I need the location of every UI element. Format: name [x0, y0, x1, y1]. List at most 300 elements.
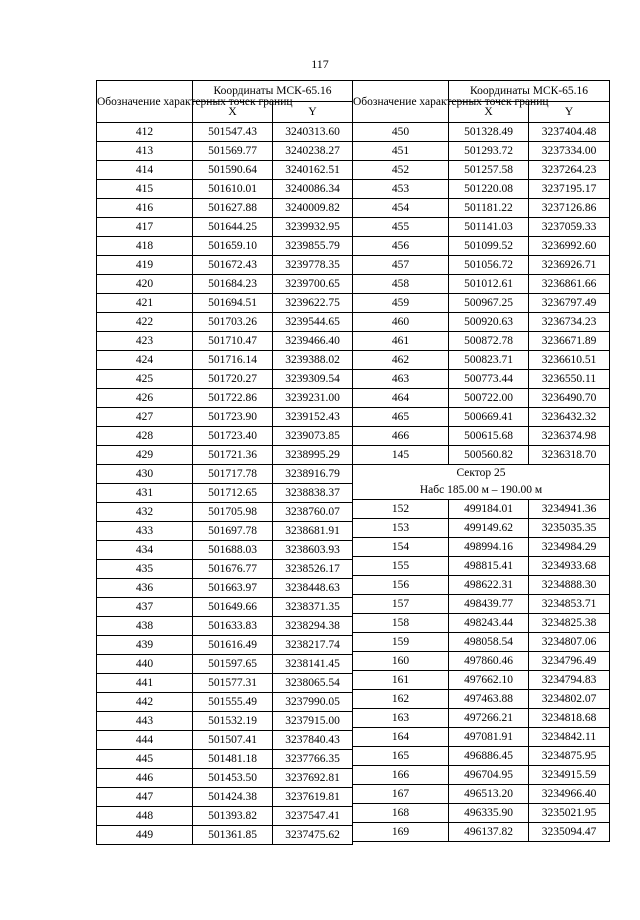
x-coordinate-cell: 501688.03	[193, 541, 273, 560]
y-coordinate-cell: 3236318.70	[529, 446, 610, 465]
header-coords-label: Координаты МСК-65.16	[449, 81, 610, 102]
point-number-cell: 439	[97, 636, 193, 655]
point-number-cell: 424	[97, 351, 193, 370]
point-number-cell: 463	[353, 370, 449, 389]
y-coordinate-cell: 3237766.35	[273, 750, 353, 769]
x-coordinate-cell: 496335.90	[449, 804, 529, 823]
point-number-cell: 167	[353, 785, 449, 804]
point-number-cell: 422	[97, 313, 193, 332]
point-number-cell: 429	[97, 446, 193, 465]
table-row	[353, 595, 610, 614]
point-number-cell: 164	[353, 728, 449, 747]
y-coordinate-cell: 3238141.45	[273, 655, 353, 674]
y-coordinate-cell: 3237334.00	[529, 142, 610, 161]
y-coordinate-cell: 3236926.71	[529, 256, 610, 275]
point-number-cell: 457	[353, 256, 449, 275]
table-row	[97, 237, 353, 256]
point-number-cell: 456	[353, 237, 449, 256]
x-coordinate-cell: 497463.88	[449, 690, 529, 709]
y-coordinate-cell: 3240086.34	[273, 180, 353, 199]
table-row	[97, 408, 353, 427]
table-row	[353, 519, 610, 538]
point-number-cell: 418	[97, 237, 193, 256]
x-coordinate-cell: 500773.44	[449, 370, 529, 389]
table-row	[353, 557, 610, 576]
x-coordinate-cell: 501393.82	[193, 807, 273, 826]
table-row	[353, 351, 610, 370]
x-coordinate-cell: 500560.82	[449, 446, 529, 465]
x-coordinate-cell: 501684.23	[193, 275, 273, 294]
point-number-cell: 466	[353, 427, 449, 446]
y-coordinate-cell: 3234984.29	[529, 538, 610, 557]
table-row	[353, 614, 610, 633]
x-coordinate-cell: 501532.19	[193, 712, 273, 731]
table-row	[97, 807, 353, 826]
x-coordinate-cell: 497266.21	[449, 709, 529, 728]
table-row	[97, 769, 353, 788]
point-number-cell: 152	[353, 500, 449, 519]
point-number-cell: 452	[353, 161, 449, 180]
table-row	[97, 712, 353, 731]
x-coordinate-cell: 500615.68	[449, 427, 529, 446]
x-coordinate-cell: 497662.10	[449, 671, 529, 690]
y-coordinate-cell: 3239778.35	[273, 256, 353, 275]
x-coordinate-cell: 501722.86	[193, 389, 273, 408]
x-coordinate-cell: 501616.49	[193, 636, 273, 655]
x-coordinate-cell: 501293.72	[449, 142, 529, 161]
y-coordinate-cell: 3234794.83	[529, 671, 610, 690]
point-number-cell: 448	[97, 807, 193, 826]
y-coordinate-cell: 3238681.91	[273, 522, 353, 541]
x-coordinate-cell: 501610.01	[193, 180, 273, 199]
x-coordinate-cell: 501555.49	[193, 693, 273, 712]
point-number-cell: 417	[97, 218, 193, 237]
y-coordinate-cell: 3238526.17	[273, 560, 353, 579]
y-coordinate-cell: 3234796.49	[529, 652, 610, 671]
x-coordinate-cell: 498439.77	[449, 595, 529, 614]
header-y-label: Y	[273, 102, 353, 123]
x-coordinate-cell: 501720.27	[193, 370, 273, 389]
table-row	[97, 218, 353, 237]
point-number-cell: 446	[97, 769, 193, 788]
page-number: 117	[311, 57, 329, 71]
x-coordinate-cell: 501056.72	[449, 256, 529, 275]
table-row	[353, 199, 610, 218]
table-row	[353, 633, 610, 652]
table-row	[353, 256, 610, 275]
x-coordinate-cell: 501141.03	[449, 218, 529, 237]
point-number-cell: 441	[97, 674, 193, 693]
point-number-cell: 427	[97, 408, 193, 427]
table-row	[97, 750, 353, 769]
table-row	[97, 503, 353, 522]
table-row	[97, 731, 353, 750]
point-number-cell: 157	[353, 595, 449, 614]
table-row	[353, 690, 610, 709]
x-coordinate-cell: 501663.97	[193, 579, 273, 598]
point-number-cell: 465	[353, 408, 449, 427]
x-coordinate-cell: 501703.26	[193, 313, 273, 332]
table-row	[97, 427, 353, 446]
coordinates-table-left	[96, 80, 353, 845]
sector-row	[353, 465, 610, 500]
table-body-right-top	[353, 81, 610, 465]
x-coordinate-cell: 500920.63	[449, 313, 529, 332]
x-coordinate-cell: 499149.62	[449, 519, 529, 538]
sector-section	[353, 465, 610, 500]
table-row	[97, 465, 353, 484]
table-row	[97, 161, 353, 180]
y-coordinate-cell: 3238065.54	[273, 674, 353, 693]
y-coordinate-cell: 3237692.81	[273, 769, 353, 788]
y-coordinate-cell: 3238294.38	[273, 617, 353, 636]
x-coordinate-cell: 501710.47	[193, 332, 273, 351]
y-coordinate-cell: 3237126.86	[529, 199, 610, 218]
table-row	[97, 598, 353, 617]
table-row	[97, 541, 353, 560]
y-coordinate-cell: 3237840.43	[273, 731, 353, 750]
point-number-cell: 165	[353, 747, 449, 766]
y-coordinate-cell: 3238838.37	[273, 484, 353, 503]
table-row	[353, 747, 610, 766]
point-number-cell: 412	[97, 123, 193, 142]
point-number-cell: 163	[353, 709, 449, 728]
point-number-cell: 455	[353, 218, 449, 237]
x-coordinate-cell: 501012.61	[449, 275, 529, 294]
y-coordinate-cell: 3240162.51	[273, 161, 353, 180]
y-coordinate-cell: 3239855.79	[273, 237, 353, 256]
x-coordinate-cell: 501424.38	[193, 788, 273, 807]
point-number-cell: 162	[353, 690, 449, 709]
x-coordinate-cell: 500823.71	[449, 351, 529, 370]
table-row	[97, 275, 353, 294]
point-number-cell: 445	[97, 750, 193, 769]
table-row	[353, 427, 610, 446]
y-coordinate-cell: 3236671.89	[529, 332, 610, 351]
point-number-cell: 433	[97, 522, 193, 541]
y-coordinate-cell: 3234933.68	[529, 557, 610, 576]
y-coordinate-cell: 3238371.35	[273, 598, 353, 617]
point-number-cell: 160	[353, 652, 449, 671]
y-coordinate-cell: 3237990.05	[273, 693, 353, 712]
y-coordinate-cell: 3236374.98	[529, 427, 610, 446]
point-number-cell: 447	[97, 788, 193, 807]
table-row	[97, 655, 353, 674]
x-coordinate-cell: 501676.77	[193, 560, 273, 579]
x-coordinate-cell: 501099.52	[449, 237, 529, 256]
table-row	[353, 332, 610, 351]
y-coordinate-cell: 3237059.33	[529, 218, 610, 237]
point-number-cell: 460	[353, 313, 449, 332]
y-coordinate-cell: 3236797.49	[529, 294, 610, 313]
y-coordinate-cell: 3239700.65	[273, 275, 353, 294]
table-body-left	[97, 81, 353, 845]
point-number-cell: 425	[97, 370, 193, 389]
y-coordinate-cell: 3240313.60	[273, 123, 353, 142]
point-number-cell: 158	[353, 614, 449, 633]
y-coordinate-cell: 3234842.11	[529, 728, 610, 747]
table-row	[97, 389, 353, 408]
point-number-cell: 464	[353, 389, 449, 408]
sector-heading	[353, 465, 610, 500]
table-row	[97, 199, 353, 218]
table-row	[353, 408, 610, 427]
table-row	[353, 823, 610, 842]
y-coordinate-cell: 3238995.29	[273, 446, 353, 465]
x-coordinate-cell: 499184.01	[449, 500, 529, 519]
table-row	[97, 693, 353, 712]
y-coordinate-cell: 3235035.35	[529, 519, 610, 538]
x-coordinate-cell: 501577.31	[193, 674, 273, 693]
point-number-cell: 462	[353, 351, 449, 370]
point-number-cell: 419	[97, 256, 193, 275]
y-coordinate-cell: 3237915.00	[273, 712, 353, 731]
point-number-cell: 458	[353, 275, 449, 294]
table-row	[353, 218, 610, 237]
point-number-cell: 156	[353, 576, 449, 595]
sector-height-range: Набс 185.00 м – 190.00 м	[419, 484, 543, 496]
point-number-cell: 421	[97, 294, 193, 313]
x-coordinate-cell: 501507.41	[193, 731, 273, 750]
y-coordinate-cell: 3235094.47	[529, 823, 610, 842]
table-row	[353, 785, 610, 804]
x-coordinate-cell: 501627.88	[193, 199, 273, 218]
point-number-cell: 155	[353, 557, 449, 576]
x-coordinate-cell: 498994.16	[449, 538, 529, 557]
table-row	[353, 671, 610, 690]
x-coordinate-cell: 501220.08	[449, 180, 529, 199]
point-number-cell: 443	[97, 712, 193, 731]
point-number-cell: 153	[353, 519, 449, 538]
point-number-cell: 416	[97, 199, 193, 218]
table-row	[353, 123, 610, 142]
x-coordinate-cell: 501672.43	[193, 256, 273, 275]
table-row	[97, 351, 353, 370]
point-number-cell: 454	[353, 199, 449, 218]
table-row	[353, 275, 610, 294]
y-coordinate-cell: 3234875.95	[529, 747, 610, 766]
table-row	[353, 142, 610, 161]
table-row	[97, 142, 353, 161]
x-coordinate-cell: 501694.51	[193, 294, 273, 313]
x-coordinate-cell: 501659.10	[193, 237, 273, 256]
y-coordinate-cell: 3236734.23	[529, 313, 610, 332]
y-coordinate-cell: 3236550.11	[529, 370, 610, 389]
table-body-right-bottom	[353, 500, 610, 842]
header-y-label: Y	[529, 102, 610, 123]
table-row	[97, 484, 353, 503]
header-x-label: X	[193, 102, 273, 123]
x-coordinate-cell: 500722.00	[449, 389, 529, 408]
y-coordinate-cell: 3237547.41	[273, 807, 353, 826]
y-coordinate-cell: 3240238.27	[273, 142, 353, 161]
y-coordinate-cell: 3237264.23	[529, 161, 610, 180]
coordinates-table-right	[352, 80, 610, 842]
point-number-cell: 415	[97, 180, 193, 199]
table-row	[97, 294, 353, 313]
table-row	[97, 370, 353, 389]
x-coordinate-cell: 501716.14	[193, 351, 273, 370]
x-coordinate-cell: 501453.50	[193, 769, 273, 788]
y-coordinate-cell: 3237619.81	[273, 788, 353, 807]
x-coordinate-cell: 501644.25	[193, 218, 273, 237]
y-coordinate-cell: 3239932.95	[273, 218, 353, 237]
table-row	[353, 576, 610, 595]
point-number-cell: 169	[353, 823, 449, 842]
x-coordinate-cell: 501633.83	[193, 617, 273, 636]
point-number-cell: 437	[97, 598, 193, 617]
y-coordinate-cell: 3240009.82	[273, 199, 353, 218]
x-coordinate-cell: 497860.46	[449, 652, 529, 671]
table-row	[97, 636, 353, 655]
y-coordinate-cell: 3239073.85	[273, 427, 353, 446]
x-coordinate-cell: 501328.49	[449, 123, 529, 142]
table-row	[353, 161, 610, 180]
point-number-cell: 438	[97, 617, 193, 636]
x-coordinate-cell: 498058.54	[449, 633, 529, 652]
x-coordinate-cell: 498622.31	[449, 576, 529, 595]
x-coordinate-cell: 501597.65	[193, 655, 273, 674]
x-coordinate-cell: 501257.58	[449, 161, 529, 180]
point-number-cell: 436	[97, 579, 193, 598]
x-coordinate-cell: 500669.41	[449, 408, 529, 427]
y-coordinate-cell: 3238217.74	[273, 636, 353, 655]
y-coordinate-cell: 3234966.40	[529, 785, 610, 804]
point-number-cell: 166	[353, 766, 449, 785]
y-coordinate-cell: 3236861.66	[529, 275, 610, 294]
table-row	[97, 123, 353, 142]
point-number-cell: 440	[97, 655, 193, 674]
table-row	[353, 652, 610, 671]
y-coordinate-cell: 3234853.71	[529, 595, 610, 614]
y-coordinate-cell: 3234825.38	[529, 614, 610, 633]
table-row	[97, 579, 353, 598]
point-number-cell: 449	[97, 826, 193, 845]
y-coordinate-cell: 3238448.63	[273, 579, 353, 598]
x-coordinate-cell: 496137.82	[449, 823, 529, 842]
x-coordinate-cell: 501723.40	[193, 427, 273, 446]
header-row	[353, 81, 610, 102]
point-number-cell: 423	[97, 332, 193, 351]
point-number-cell: 430	[97, 465, 193, 484]
table-row	[97, 256, 353, 275]
table-row	[353, 370, 610, 389]
y-coordinate-cell: 3234915.59	[529, 766, 610, 785]
x-coordinate-cell: 496704.95	[449, 766, 529, 785]
point-number-cell: 431	[97, 484, 193, 503]
point-number-cell: 435	[97, 560, 193, 579]
y-coordinate-cell: 3234941.36	[529, 500, 610, 519]
x-coordinate-cell: 501697.78	[193, 522, 273, 541]
table-row	[353, 294, 610, 313]
header-point-label: Обозначение характерных точек границ	[353, 81, 449, 123]
point-number-cell: 432	[97, 503, 193, 522]
x-coordinate-cell: 496886.45	[449, 747, 529, 766]
x-coordinate-cell: 501569.77	[193, 142, 273, 161]
x-coordinate-cell: 501361.85	[193, 826, 273, 845]
table-row	[97, 788, 353, 807]
y-coordinate-cell: 3236490.70	[529, 389, 610, 408]
point-number-cell: 413	[97, 142, 193, 161]
y-coordinate-cell: 3236610.51	[529, 351, 610, 370]
x-coordinate-cell: 498243.44	[449, 614, 529, 633]
x-coordinate-cell: 500967.25	[449, 294, 529, 313]
y-coordinate-cell: 3237475.62	[273, 826, 353, 845]
point-number-cell: 154	[353, 538, 449, 557]
y-coordinate-cell: 3239544.65	[273, 313, 353, 332]
x-coordinate-cell: 496513.20	[449, 785, 529, 804]
table-row	[97, 674, 353, 693]
x-coordinate-cell: 497081.91	[449, 728, 529, 747]
y-coordinate-cell: 3238916.79	[273, 465, 353, 484]
point-number-cell: 442	[97, 693, 193, 712]
x-coordinate-cell: 501705.98	[193, 503, 273, 522]
table-row	[353, 538, 610, 557]
point-number-cell: 450	[353, 123, 449, 142]
x-coordinate-cell: 501649.66	[193, 598, 273, 617]
table-row	[97, 826, 353, 845]
table-row	[97, 313, 353, 332]
table-row	[353, 728, 610, 747]
x-coordinate-cell: 501481.18	[193, 750, 273, 769]
point-number-cell: 426	[97, 389, 193, 408]
y-coordinate-cell: 3239622.75	[273, 294, 353, 313]
y-coordinate-cell: 3234888.30	[529, 576, 610, 595]
point-number-cell: 461	[353, 332, 449, 351]
point-number-cell: 161	[353, 671, 449, 690]
y-coordinate-cell: 3238760.07	[273, 503, 353, 522]
y-coordinate-cell: 3237404.48	[529, 123, 610, 142]
header-row	[97, 81, 353, 102]
point-number-cell: 451	[353, 142, 449, 161]
sector-title: Сектор 25	[456, 467, 506, 479]
point-number-cell: 145	[353, 446, 449, 465]
point-number-cell: 168	[353, 804, 449, 823]
table-row	[97, 617, 353, 636]
y-coordinate-cell: 3235021.95	[529, 804, 610, 823]
point-number-cell: 428	[97, 427, 193, 446]
y-coordinate-cell: 3236992.60	[529, 237, 610, 256]
table-row	[97, 332, 353, 351]
x-coordinate-cell: 501547.43	[193, 123, 273, 142]
table-row	[353, 709, 610, 728]
y-coordinate-cell: 3237195.17	[529, 180, 610, 199]
y-coordinate-cell: 3239231.00	[273, 389, 353, 408]
table-row	[97, 446, 353, 465]
table-row	[353, 446, 610, 465]
y-coordinate-cell: 3234807.06	[529, 633, 610, 652]
x-coordinate-cell: 501712.65	[193, 484, 273, 503]
table-row	[353, 313, 610, 332]
y-coordinate-cell: 3238603.93	[273, 541, 353, 560]
table-row	[97, 560, 353, 579]
header-point-label: Обозначение характерных точек границ	[97, 81, 193, 123]
table-row	[353, 500, 610, 519]
point-number-cell: 434	[97, 541, 193, 560]
table-row	[353, 804, 610, 823]
point-number-cell: 453	[353, 180, 449, 199]
table-row	[97, 180, 353, 199]
header-coords-label: Координаты МСК-65.16	[193, 81, 353, 102]
y-coordinate-cell: 3239466.40	[273, 332, 353, 351]
point-number-cell: 444	[97, 731, 193, 750]
y-coordinate-cell: 3239388.02	[273, 351, 353, 370]
x-coordinate-cell: 501590.64	[193, 161, 273, 180]
table-row	[97, 522, 353, 541]
header-x-label: X	[449, 102, 529, 123]
point-number-cell: 459	[353, 294, 449, 313]
y-coordinate-cell: 3236432.32	[529, 408, 610, 427]
